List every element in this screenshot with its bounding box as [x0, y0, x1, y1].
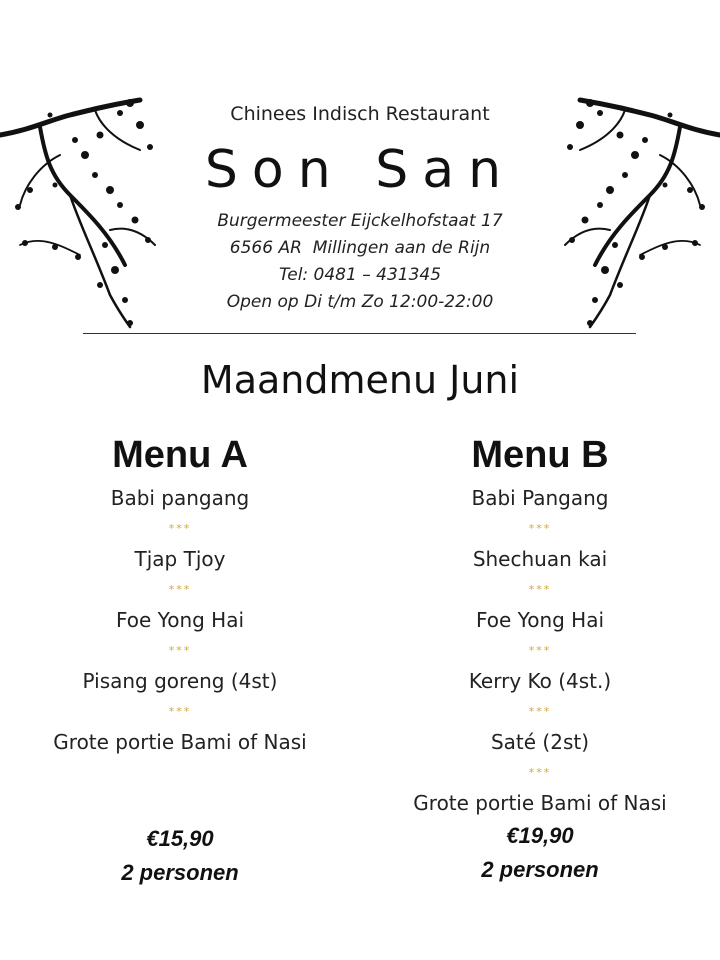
menu-b-title: Menu B: [471, 434, 609, 476]
menu-a-price: €15,90: [146, 826, 214, 851]
menu-b-persons: 2 personen: [481, 857, 599, 882]
menu-b-item: Babi Pangang: [471, 486, 609, 510]
menu-a-title: Menu A: [112, 434, 248, 476]
menu-a-item: Tjap Tjoy: [134, 547, 226, 571]
menu-b: [360, 430, 720, 887]
separator-stars: ***: [168, 644, 192, 657]
separator-stars: ***: [168, 583, 192, 596]
opening-hours: Open op Di t/m Zo 12:00-22:00: [226, 292, 494, 312]
menu-a-persons: 2 personen: [121, 860, 239, 885]
menu-a-item: Foe Yong Hai: [115, 608, 245, 632]
separator-stars: ***: [528, 766, 552, 779]
menu-b-item: Shechuan kai: [472, 547, 608, 571]
address-line-2: 6566 AR Millingen aan de Rijn: [229, 238, 491, 258]
address-line-1: Burgermeester Eijckelhofstaat 17: [217, 211, 503, 231]
menu-b-item: Saté (2st): [490, 730, 590, 754]
menu-b-item: Foe Yong Hai: [475, 608, 605, 632]
separator-stars: ***: [168, 522, 192, 535]
restaurant-name: Son San: [204, 140, 516, 200]
menu-b-item: Grote portie Bami of Nasi: [413, 791, 667, 815]
phone-number: Tel: 0481 – 431345: [278, 265, 442, 285]
separator-stars: ***: [528, 644, 552, 657]
separator-stars: ***: [528, 583, 552, 596]
separator-stars: ***: [528, 705, 552, 718]
menu-a-item: Grote portie Bami of Nasi: [53, 730, 307, 754]
separator-stars: ***: [168, 705, 192, 718]
header-divider: [83, 333, 636, 334]
menu-a-item: Pisang goreng (4st): [82, 669, 278, 693]
restaurant-subtitle: Chinees Indisch Restaurant: [230, 103, 490, 125]
menu-a-item: Babi pangang: [110, 486, 250, 510]
menu-b-item: Kerry Ko (4st.): [468, 669, 612, 693]
page-title: Maandmenu Juni: [200, 358, 520, 402]
menu-a: [0, 430, 360, 890]
menu-b-price: €19,90: [506, 823, 574, 848]
separator-stars: ***: [528, 522, 552, 535]
